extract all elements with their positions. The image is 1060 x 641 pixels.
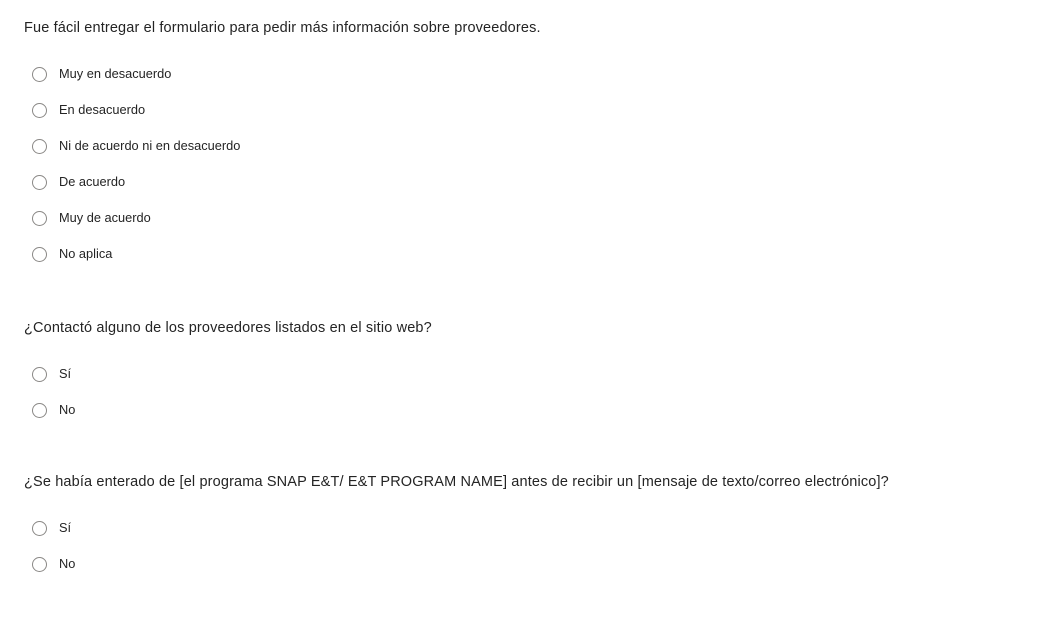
radio-group-2 — [24, 356, 1036, 428]
radio-option-label: No aplica — [59, 246, 113, 261]
section-spacer — [24, 428, 1036, 472]
radio-option-label: No — [59, 556, 76, 571]
radio-option[interactable] — [24, 236, 1036, 272]
radio-option-label: Muy de acuerdo — [59, 210, 151, 225]
question-block-2 — [24, 318, 1036, 428]
radio-option[interactable] — [24, 510, 1036, 546]
radio-icon[interactable] — [32, 367, 47, 382]
radio-option-label: Sí — [59, 366, 72, 381]
question-title-3: ¿Se había enterado de [el programa SNAP E&T/ E&T PROGRAM NAME] antes de recibir un [mensaje de texto/correo electrónico]? — [24, 474, 889, 490]
radio-icon[interactable] — [32, 211, 47, 226]
radio-option-label: De acuerdo — [59, 174, 126, 189]
radio-option[interactable] — [24, 56, 1036, 92]
radio-option-label: No — [59, 402, 76, 417]
radio-icon[interactable] — [32, 403, 47, 418]
question-block-1 — [24, 18, 1036, 272]
radio-icon[interactable] — [32, 67, 47, 82]
radio-option-label: En desacuerdo — [59, 102, 146, 117]
question-block-3 — [24, 472, 1036, 582]
radio-option[interactable] — [24, 164, 1036, 200]
radio-icon[interactable] — [32, 247, 47, 262]
radio-icon[interactable] — [32, 103, 47, 118]
radio-option[interactable] — [24, 200, 1036, 236]
radio-icon[interactable] — [32, 557, 47, 572]
radio-option[interactable] — [24, 546, 1036, 582]
radio-option-label: Muy en desacuerdo — [59, 66, 172, 81]
radio-option[interactable] — [24, 128, 1036, 164]
radio-option[interactable] — [24, 392, 1036, 428]
radio-icon[interactable] — [32, 139, 47, 154]
radio-icon[interactable] — [32, 521, 47, 536]
radio-group-3 — [24, 510, 1036, 582]
radio-icon[interactable] — [32, 175, 47, 190]
section-spacer — [24, 272, 1036, 318]
radio-option-label: Sí — [59, 520, 72, 535]
radio-option[interactable] — [24, 92, 1036, 128]
radio-group-1 — [24, 56, 1036, 272]
question-title-2: ¿Contactó alguno de los proveedores listados en el sitio web? — [24, 320, 432, 336]
radio-option-label: Ni de acuerdo ni en desacuerdo — [59, 138, 241, 153]
radio-option[interactable] — [24, 356, 1036, 392]
question-title-1: Fue fácil entregar el formulario para pedir más información sobre proveedores. — [24, 20, 541, 36]
